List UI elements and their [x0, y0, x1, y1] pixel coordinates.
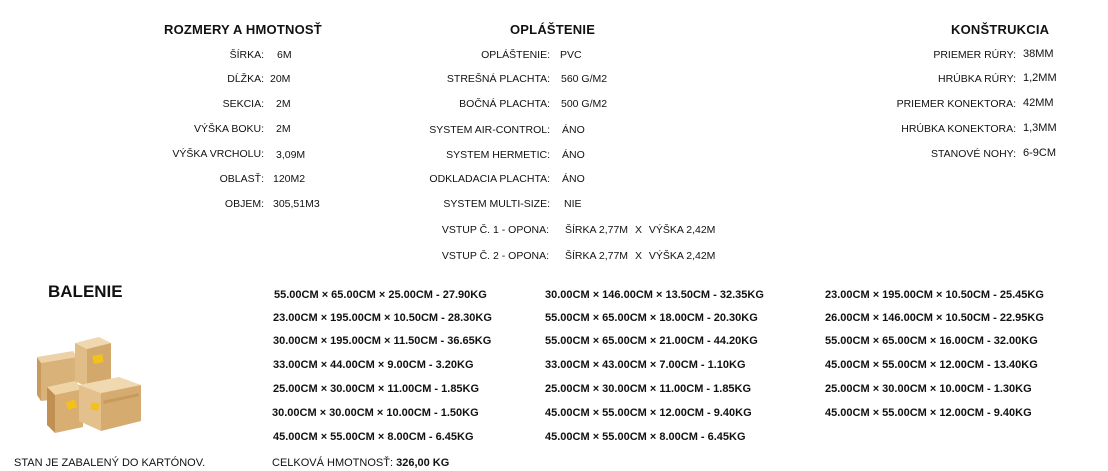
spec-row-value [562, 173, 585, 187]
spec-label: HRÚBKA RÚRY: [938, 73, 1016, 85]
balenie-title: BALENIE [48, 282, 123, 301]
spec-value: 42MM [1023, 97, 1054, 109]
vstup-1-separator: X [634, 224, 642, 236]
spec-row-value [276, 98, 291, 112]
vstup-2-width: ŠÍRKA 2,77M [565, 250, 629, 262]
total-weight [272, 457, 449, 469]
spec-row-value [561, 98, 607, 112]
spec-label: SYSTEM AIR-CONTROL: [429, 124, 550, 136]
total-weight-value: 326,00 KG [396, 457, 450, 469]
package-item: 33.00CM × 43.00CM × 7.00CM - 1.10KG [545, 359, 746, 371]
spec-label: DĹŽKA: [227, 73, 264, 85]
spec-value: 1,2MM [1023, 72, 1057, 84]
package-item: 30.00CM × 146.00CM × 13.50CM - 32.35KG [545, 289, 764, 301]
title-rozmery: ROZMERY A HMOTNOSŤ [164, 22, 322, 37]
spec-value: 6M [277, 49, 292, 61]
spec-value: 560 G/M2 [561, 73, 608, 85]
spec-row-value [565, 250, 715, 264]
spec-label: BOČNÁ PLACHTA: [459, 98, 550, 110]
spec-value: 2M [276, 123, 291, 135]
vstup-2-height: VÝŠKA 2,42M [648, 250, 716, 262]
spec-label: VSTUP Č. 1 - OPONA: [441, 224, 549, 236]
spec-value: ÁNO [562, 173, 585, 185]
package-item: 30.00CM × 30.00CM × 10.00CM - 1.50KG [272, 407, 479, 419]
package-item: 30.00CM × 195.00CM × 11.50CM - 36.65KG [273, 335, 492, 347]
spec-label: SYSTEM MULTI-SIZE: [443, 198, 550, 210]
spec-row-value [273, 173, 305, 187]
spec-label: HRÚBKA KONEKTORA: [901, 123, 1016, 135]
spec-row-value [1023, 122, 1057, 136]
spec-label: OBLASŤ: [219, 173, 264, 185]
spec-row-value [564, 198, 582, 212]
spec-label: VSTUP Č. 2 - OPONA: [441, 250, 549, 262]
spec-row-value [276, 149, 305, 163]
spec-row-value [561, 73, 607, 87]
total-weight-label: CELKOVÁ HMOTNOSŤ: [272, 457, 394, 469]
spec-value: 500 G/M2 [561, 98, 608, 110]
spec-row-value [560, 49, 582, 63]
vstup-2-separator: X [634, 250, 642, 262]
package-item: 25.00CM × 30.00CM × 11.00CM - 1.85KG [273, 383, 480, 395]
spec-value: ÁNO [562, 124, 585, 136]
package-item: 23.00CM × 195.00CM × 10.50CM - 28.30KG [273, 312, 492, 324]
vstup-1-width: ŠÍRKA 2,77M [565, 224, 629, 236]
package-item: 55.00CM × 65.00CM × 21.00CM - 44.20KG [545, 335, 758, 347]
spec-value: 6-9CM [1023, 147, 1057, 159]
spec-value: 20M [270, 73, 291, 85]
spec-label: OBJEM: [224, 198, 264, 210]
package-item: 23.00CM × 195.00CM × 10.50CM - 25.45KG [825, 289, 1044, 301]
spec-row-value [276, 123, 291, 137]
package-item: 45.00CM × 55.00CM × 12.00CM - 9.40KG [545, 407, 752, 419]
balenie-note: STAN JE ZABALENÝ DO KARTÓNOV. [14, 457, 206, 469]
spec-row-value [1023, 97, 1054, 111]
spec-row-value [270, 73, 290, 87]
spec-value: 3,09M [276, 149, 306, 161]
package-item: 26.00CM × 146.00CM × 10.50CM - 22.95KG [825, 312, 1044, 324]
cardboard-boxes-icon [33, 335, 145, 435]
package-item: 55.00CM × 65.00CM × 16.00CM - 32.00KG [825, 335, 1038, 347]
spec-value: 120M2 [273, 173, 306, 185]
spec-label: SEKCIA: [222, 98, 264, 110]
spec-row-sirka [0, 49, 264, 63]
package-item: 55.00CM × 65.00CM × 25.00CM - 27.90KG [274, 289, 487, 301]
spec-label: ŠÍRKA: [229, 49, 264, 61]
spec-row-value [1023, 72, 1057, 86]
spec-label: STREŠNÁ PLACHTA: [446, 73, 550, 85]
spec-label: OPLÁŠTENIE: [481, 49, 550, 61]
vstup-1-height: VÝŠKA 2,42M [648, 224, 716, 236]
spec-value: 305,51M3 [273, 198, 320, 210]
package-item: 25.00CM × 30.00CM × 10.00CM - 1.30KG [825, 383, 1032, 395]
spec-value: 38MM [1023, 48, 1054, 60]
package-item: 45.00CM × 55.00CM × 12.00CM - 13.40KG [825, 359, 1038, 371]
spec-value: NIE [564, 198, 582, 210]
spec-value: 2M [276, 98, 291, 110]
package-item: 45.00CM × 55.00CM × 8.00CM - 6.45KG [545, 431, 746, 443]
spec-label: VÝŠKA BOKU: [193, 123, 264, 135]
spec-row-value [277, 49, 292, 63]
title-konstrukcia: KONŠTRUKCIA [951, 22, 1050, 37]
title-oplastenie: OPLÁŠTENIE [510, 22, 596, 37]
spec-label: STANOVÉ NOHY: [931, 148, 1016, 160]
spec-value: 1,3MM [1023, 122, 1057, 134]
package-item: 45.00CM × 55.00CM × 8.00CM - 6.45KG [273, 431, 474, 443]
package-item: 33.00CM × 44.00CM × 9.00CM - 3.20KG [273, 359, 474, 371]
package-item: 45.00CM × 55.00CM × 12.00CM - 9.40KG [825, 407, 1032, 419]
spec-label: ODKLADACIA PLACHTA: [429, 173, 550, 185]
spec-row-value [562, 124, 585, 138]
spec-label: VÝŠKA VRCHOLU: [172, 148, 264, 160]
package-item: 25.00CM × 30.00CM × 11.00CM - 1.85KG [545, 383, 752, 395]
package-item: 55.00CM × 65.00CM × 18.00CM - 20.30KG [545, 312, 758, 324]
spec-row-value [273, 198, 320, 212]
spec-label: SYSTEM HERMETIC: [446, 149, 550, 161]
spec-row-value [565, 224, 715, 238]
spec-row-value [1023, 147, 1056, 161]
spec-label: PRIEMER KONEKTORA: [896, 98, 1016, 110]
spec-value: PVC [560, 49, 582, 61]
spec-row-value [1023, 48, 1054, 62]
spec-label: PRIEMER RÚRY: [933, 49, 1016, 61]
spec-row-value [562, 149, 585, 163]
spec-value: ÁNO [562, 149, 585, 161]
